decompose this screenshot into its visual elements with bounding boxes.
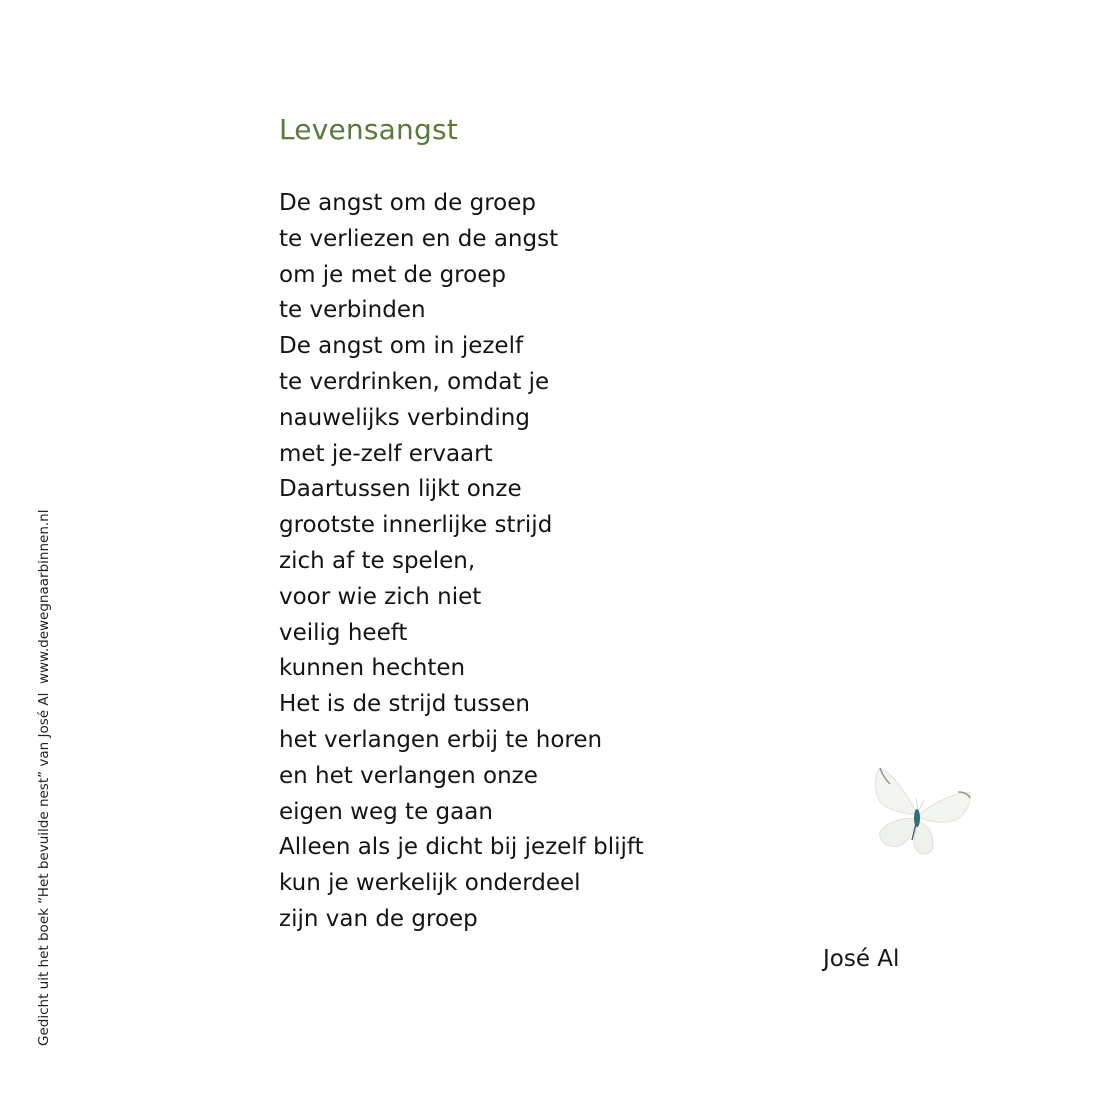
poem-body — [279, 186, 644, 938]
poem-line: voor wie zich niet — [279, 583, 482, 610]
poem-line: het verlangen erbij te horen — [279, 726, 603, 753]
poem-line: zich af te spelen, — [279, 547, 476, 574]
side-caption: Gedicht uit het boek “Het bevuilde nest” van José Al www.dewegnaarbinnen.nl — [36, 509, 52, 1046]
poem-line: eigen weg te gaan — [279, 798, 493, 825]
poem-line: grootste innerlijke strijd — [279, 512, 553, 539]
poem-line: Daartussen lijkt onze — [279, 476, 522, 503]
poem-line: en het verlangen onze — [279, 762, 538, 789]
poem-line: De angst om in jezelf — [279, 333, 524, 360]
poem-title: Levensangst — [279, 113, 458, 146]
poem-author: José Al — [823, 946, 900, 972]
poem-line: om je met de groep — [279, 261, 506, 288]
butterfly-icon — [866, 762, 978, 862]
poem-line: te verliezen en de angst — [279, 225, 559, 252]
poem-line: veilig heeft — [279, 619, 408, 646]
poem-line: met je-zelf ervaart — [279, 440, 493, 467]
poem-line: zijn van de groep — [279, 905, 478, 932]
poem-line: De angst om de groep — [279, 190, 536, 216]
poem-line: Alleen als je dicht bij jezelf blijft — [279, 834, 644, 861]
poem-line: te verdrinken, omdat je — [279, 368, 550, 395]
poem-line: Het is de strijd tussen — [279, 691, 530, 718]
poem-line: kun je werkelijk onderdeel — [279, 870, 581, 897]
poem-line: nauwelijks verbinding — [279, 404, 530, 431]
poem-line: kunnen hechten — [279, 655, 466, 682]
poem-line: te verbinden — [279, 297, 426, 324]
